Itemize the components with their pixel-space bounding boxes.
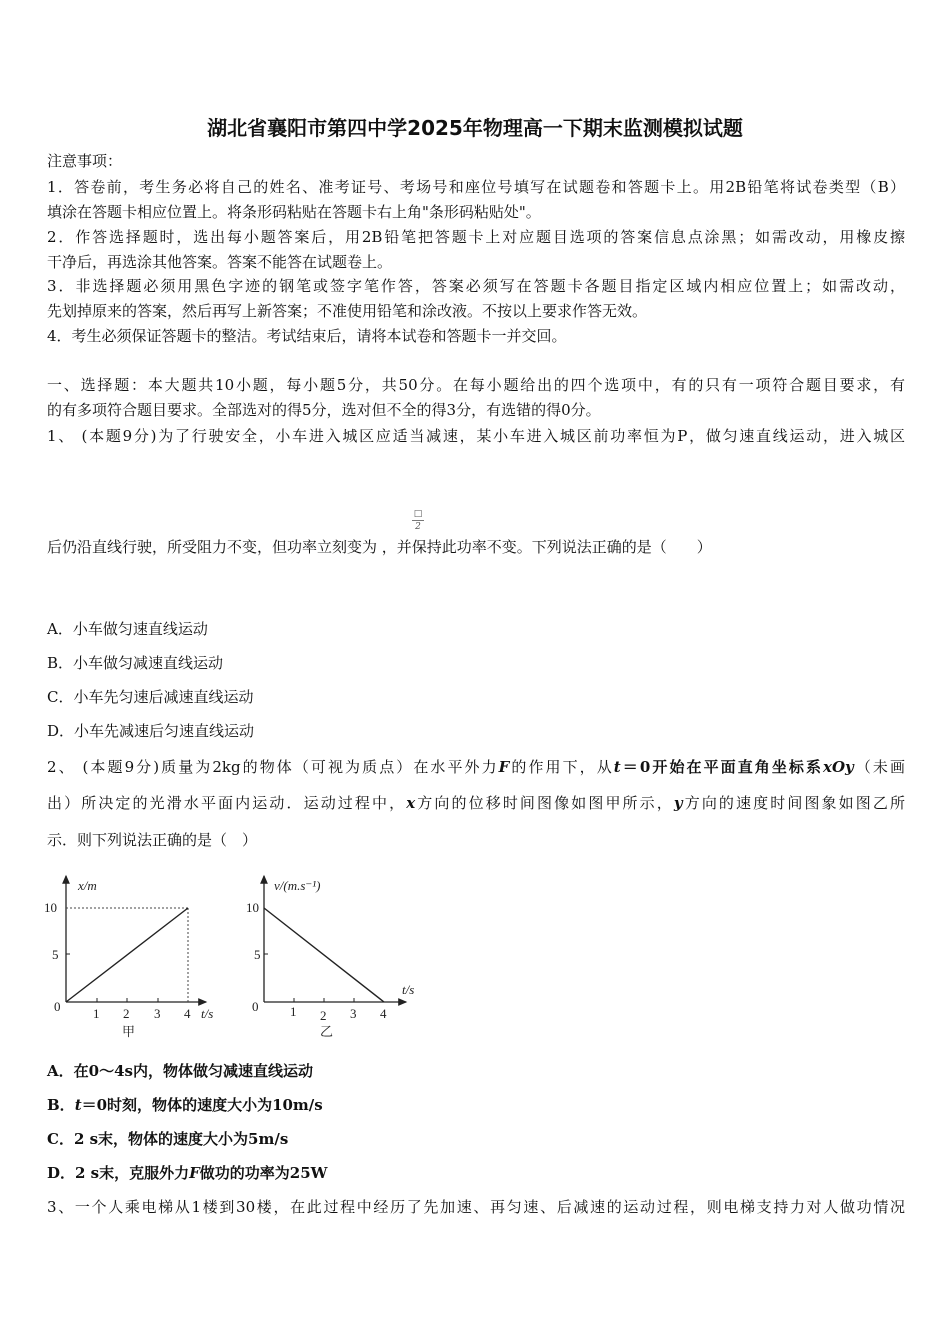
option-d: D．小车先减速后匀速直线运动 bbox=[47, 722, 255, 740]
x-tick: 1 bbox=[290, 1004, 297, 1019]
notice-line: 4．考生必须保证答题卡的整洁。考试结束后，请将本试卷和答题卡一并交回。 bbox=[47, 327, 567, 345]
y-tick: 0 bbox=[54, 999, 61, 1014]
var-y: y bbox=[673, 794, 683, 812]
var-f: F bbox=[189, 1164, 200, 1182]
graph-v-t bbox=[246, 876, 414, 1039]
text: 2、 (本题9分)质量为2kg的物体（可视为质点）在水平外力 bbox=[47, 758, 499, 776]
text: （未画 bbox=[853, 758, 905, 776]
notice-line: 2．作答选择题时，选出每小题答案后，用2B铅笔把答题卡上对应题目选项的答案信息点涂黑；如需改动，用橡皮擦 bbox=[47, 228, 905, 246]
question-1-stem: 后仍沿直线行驶，所受阻力不变，但功率立刻变为 ，并保持此功率不变。下列说法正确的是（ ） bbox=[47, 538, 712, 556]
graph-x-t bbox=[44, 876, 213, 1039]
text: ＝0时刻，物体的速度大小为10m/s bbox=[81, 1096, 323, 1114]
y-tick: 10 bbox=[246, 900, 259, 915]
x-tick: 4 bbox=[184, 1006, 191, 1021]
motion-graphs-figure bbox=[44, 870, 444, 1045]
text: 做功的功率为25W bbox=[199, 1164, 328, 1182]
notice-line: 干净后，再选涂其他答案。答案不能答在试题卷上。 bbox=[47, 253, 393, 271]
option-c: C．小车先匀速后减速直线运动 bbox=[47, 688, 254, 706]
var-xoy: xOy bbox=[823, 758, 854, 776]
x-tick: 3 bbox=[350, 1006, 357, 1021]
option-b: B．小车做匀减速直线运动 bbox=[47, 654, 224, 672]
question-3-stem: 3、一个人乘电梯从1楼到30楼，在此过程中经历了先加速、再匀速、后减速的运动过程，则电梯支持力对人做功情况 bbox=[47, 1198, 905, 1216]
option-a: A．小车做匀速直线运动 bbox=[47, 620, 208, 638]
page-title: 湖北省襄阳市第四中学2025年物理高一下期末监测模拟试题 bbox=[207, 116, 743, 140]
notice-line: 1．答卷前，考生务必将自己的姓名、准考证号、考场号和座位号填写在试题卷和答题卡上。用2B铅笔将试卷类型（B） bbox=[47, 178, 905, 196]
var-t: t bbox=[613, 758, 621, 776]
notice-line: 填涂在答题卡相应位置上。将条形码粘贴在答题卡右上角"条形码粘贴处"。 bbox=[47, 203, 541, 221]
x-tick: 2 bbox=[320, 1008, 327, 1023]
x-tick: 2 bbox=[123, 1006, 130, 1021]
question-1-stem: 1、 (本题9分)为了行驶安全，小车进入城区应适当减速，某小车进入城区前功率恒为P，做匀速直线运动，进入城区 bbox=[47, 427, 905, 445]
question-2-stem bbox=[47, 793, 905, 813]
var-f: F bbox=[498, 758, 510, 776]
text: 出）所决定的光滑水平面内运动．运动过程中， bbox=[47, 794, 407, 812]
y-tick: 10 bbox=[44, 900, 57, 915]
notice-line: 3．非选择题必须用黑色字迹的钢笔或签字笔作答，答案必须写在答题卡各题目指定区域内相应位置上；如需改动， bbox=[47, 277, 905, 295]
var-x: x bbox=[406, 794, 416, 812]
y-tick: 0 bbox=[252, 999, 259, 1014]
fraction-formula bbox=[412, 508, 424, 533]
question-2-stem bbox=[47, 757, 905, 777]
text: 的作用下，从 bbox=[509, 758, 614, 776]
notice-heading: 注意事项： bbox=[47, 152, 123, 170]
option-c: C．2 s末，物体的速度大小为5m/s bbox=[47, 1130, 289, 1148]
var-t: t bbox=[74, 1096, 82, 1114]
y-axis-label: v/(m.s⁻¹) bbox=[274, 878, 321, 893]
fraction-denominator: 2 bbox=[415, 522, 421, 532]
text: 方向的速度时间图象如图乙所 bbox=[682, 794, 905, 812]
figure-caption: 甲 bbox=[122, 1024, 136, 1039]
x-tick: 3 bbox=[154, 1006, 161, 1021]
y-axis-label: x/m bbox=[78, 878, 97, 893]
x-tick: 4 bbox=[380, 1006, 387, 1021]
text: B． bbox=[47, 1096, 75, 1114]
option-d bbox=[47, 1163, 905, 1183]
question-2-stem: 示．则下列说法正确的是（ ） bbox=[47, 831, 258, 849]
x-tick: 1 bbox=[93, 1006, 100, 1021]
fraction-numerator: □ bbox=[413, 509, 423, 519]
notice-line: 先划掉原来的答案，然后再写上新答案；不准使用铅笔和涂改液。不按以上要求作答无效。 bbox=[47, 302, 648, 320]
x-axis-label: t/s bbox=[201, 1006, 214, 1021]
text: D．2 s末，克服外力 bbox=[47, 1164, 190, 1182]
figure-caption: 乙 bbox=[320, 1024, 334, 1039]
text: 方向的位移时间图像如图甲所示， bbox=[415, 794, 674, 812]
section-instructions: 一、选择题：本大题共10小题，每小题5分，共50分。在每小题给出的四个选项中，有的只有一项符合题目要求，有 bbox=[47, 376, 905, 394]
y-tick: 5 bbox=[52, 947, 59, 962]
option-a: A．在0～4s内，物体做匀减速直线运动 bbox=[47, 1062, 313, 1080]
section-instructions: 的有多项符合题目要求。全部选对的得5分，选对但不全的得3分，有选错的得0分。 bbox=[47, 401, 601, 419]
y-tick: 5 bbox=[254, 947, 261, 962]
x-axis-label: t/s bbox=[402, 982, 415, 997]
data-line bbox=[264, 908, 384, 1002]
data-line bbox=[66, 908, 188, 1002]
option-b bbox=[47, 1095, 905, 1115]
text: ＝0开始在平面直角坐标系 bbox=[620, 758, 824, 776]
